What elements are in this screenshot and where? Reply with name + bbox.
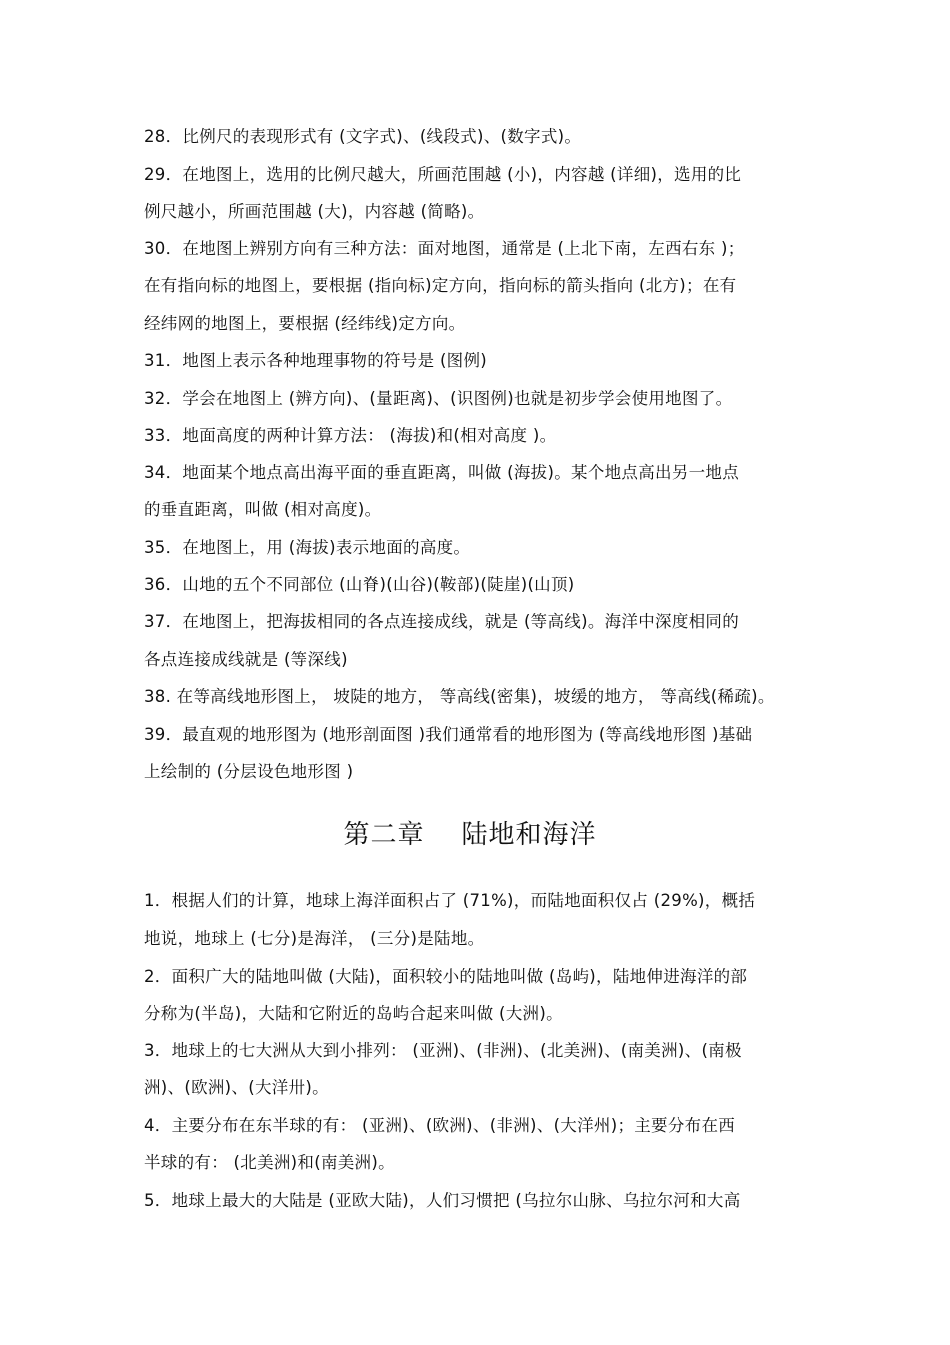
text-line: 1．根据人们的计算，地球上海洋面积占了 (71%)，而陆地面积仅占 (29%)，概括 (144, 891, 756, 910)
text-line: 3．地球上的七大洲从大到小排列： (亚洲)、(非洲)、(北美洲)、(南美洲)、(南极 (144, 1041, 742, 1060)
text-line: 30．在地图上辨别方向有三种方法：面对地图，通常是 (上北下南，左西右东 )； (144, 239, 745, 258)
text-line: 32．学会在地图上 (辨方向)、(量距离)、(识图例)也就是初步学会使用地图了。 (144, 389, 733, 408)
text-line: 35．在地图上，用 (海拔)表示地面的高度。 (144, 538, 471, 557)
text-line: 33．地面高度的两种计算方法： (海拔)和(相对高度 )。 (144, 426, 557, 445)
text-line: 半球的有： (北美洲)和(南美洲)。 (144, 1153, 395, 1172)
text-line: 38. 在等高线地形图上， 坡陡的地方， 等高线(密集)，坡缓的地方， 等高线(稀疏)。 (144, 687, 775, 706)
text-line: 洲)、(欧洲)、(大洋卅)。 (144, 1078, 329, 1097)
text-line: 各点连接成线就是 (等深线) (144, 650, 348, 669)
text-line: 37．在地图上，把海拔相同的各点连接成线，就是 (等高线)。海洋中深度相同的 (144, 612, 740, 631)
text-line: 2．面积广大的陆地叫做 (大陆)，面积较小的陆地叫做 (岛屿)，陆地伸进海洋的部 (144, 967, 748, 986)
chapter-title: 第二章 陆地和海洋 (343, 820, 597, 850)
text-line: 28．比例尺的表现形式有 (文字式)、(线段式)、(数字式)。 (144, 127, 582, 146)
text-line: 上绘制的 (分层设色地形图 ) (144, 762, 354, 781)
text-line: 29．在地图上，选用的比例尺越大，所画范围越 (小)，内容越 (详细)，选用的比 (144, 165, 742, 184)
text-line: 31．地图上表示各种地理事物的符号是 (图例) (144, 351, 488, 370)
text-line: 39．最直观的地形图为 (地形剖面图 )我们通常看的地形图为 (等高线地形图 )基础 (144, 725, 753, 744)
text-line: 的垂直距离，叫做 (相对高度)。 (144, 500, 382, 519)
text-line: 地说，地球上 (七分)是海洋， (三分)是陆地。 (144, 929, 485, 948)
text-line: 在有指向标的地图上，要根据 (指向标)定方向，指向标的箭头指向 (北方)；在有 (144, 276, 737, 295)
text-line: 例尺越小，所画范围越 (大)，内容越 (简略)。 (144, 202, 485, 221)
text-line: 经纬网的地图上，要根据 (经纬线)定方向。 (144, 314, 466, 333)
text-line: 5．地球上最大的大陆是 (亚欧大陆)，人们习惯把 (乌拉尔山脉、乌拉尔河和大高 (144, 1191, 741, 1210)
text-line: 34．地面某个地点高出海平面的垂直距离，叫做 (海拔)。某个地点高出另一地点 (144, 463, 740, 482)
text-line: 4．主要分布在东半球的有： (亚洲)、(欧洲)、(非洲)、(大洋州)；主要分布在西 (144, 1116, 736, 1135)
text-line: 36．山地的五个不同部位 (山脊)(山谷)(鞍部)(陡崖)(山顶) (144, 575, 575, 594)
text-line: 分称为(半岛)，大陆和它附近的岛屿合起来叫做 (大洲)。 (144, 1004, 563, 1023)
